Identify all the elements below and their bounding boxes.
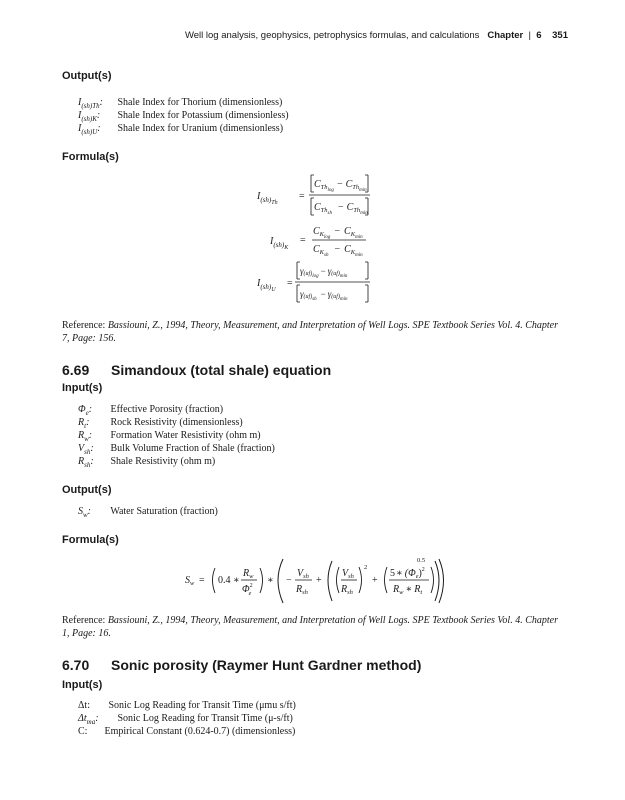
- svg-text:=: =: [299, 191, 305, 202]
- output-desc: Water Saturation (fraction): [110, 506, 218, 517]
- reference-label: Reference:: [62, 320, 106, 331]
- svg-text:Vsh: $V_{sh}$: [297, 568, 309, 580]
- chapter-number: 6: [536, 30, 542, 41]
- output-desc: Shale Index for Uranium (dimensionless): [117, 123, 284, 134]
- svg-text:5∗(Φe)2: 5∗ $(\Phi_e)^2$: [390, 567, 425, 580]
- svg-text:∗: ∗: [267, 575, 274, 586]
- svg-text:Φ2e: $\Phi^2$ e: [242, 583, 253, 597]
- simandoux-formula: [185, 556, 445, 611]
- output-item: $I_{(sh)Th}$: Shale Index for Thorium (dimensionless): [78, 97, 283, 110]
- section-number: 6.70: [62, 657, 90, 673]
- output-item: $I_{(sh)K}$: Shale Index for Potassium (dimensionless): [78, 110, 289, 123]
- svg-text:=: =: [300, 235, 306, 246]
- input-desc: Effective Porosity (fraction): [110, 404, 224, 415]
- reference-note: [62, 319, 562, 345]
- chapter-label: Chapter: [487, 30, 524, 41]
- section-number: 6.69: [62, 362, 90, 378]
- input-desc: Sonic Log Reading for Transit Time (μmu s/ft): [108, 700, 296, 711]
- svg-text:CKsh−CKmin: $C_{Ksh}- C_{Kmin}$: [313, 244, 363, 258]
- section-heading: [62, 362, 331, 378]
- svg-text:=: =: [199, 575, 205, 586]
- svg-text:Rw: $R_w$: [243, 568, 254, 580]
- section-title: Simandoux (total shale) equation: [111, 362, 332, 378]
- svg-text:Rw∗Rt: $R_w$ ∗ $R_t$: [393, 584, 423, 596]
- svg-text:I(sh)Th: $I_{(sh)Th}$: [257, 191, 278, 206]
- inputs-heading: Input(s): [62, 382, 103, 394]
- svg-text:Vsh: $V_{sh}$: [342, 568, 354, 580]
- reference-text: Bassiouni, Z., 1994, Theory, Measurement, and Interpretation of Well Logs. SPE Textbook Series Vol. 4. Chapter 7, Page: 156.: [62, 320, 558, 344]
- formulas-heading: Formula(s): [62, 151, 119, 163]
- input-item: $V_{sh}$: Bulk Volume Fraction of Shale (fraction): [78, 443, 275, 456]
- input-item: C: Empirical Constant (0.624-0.7) (dimensionless): [78, 726, 296, 737]
- input-desc: Shale Resistivity (ohm m): [110, 456, 216, 467]
- page-number: 351: [552, 30, 568, 41]
- input-item: Δt: Sonic Log Reading for Transit Time (μmu s/ft): [78, 700, 296, 711]
- input-item: $\Delta t_{ma}$: Sonic Log Reading for Transit Time (μ-s/ft): [78, 713, 293, 726]
- outputs-heading: Output(s): [62, 70, 112, 82]
- reference-text: Bassiouni, Z., 1994, Theory, Measurement, and Interpretation of Well Logs. SPE Textbook Series Vol. 4. Chapter 1, Page: 16.: [62, 615, 558, 639]
- svg-text:γ(uf)sh−γ(uf)min: $\gamma(uf)_{sh}- \gamma(uf)_{min}$: [300, 289, 348, 302]
- svg-text:+: +: [316, 575, 322, 586]
- svg-text:CThsh−CThmin: $C_{Thsh}- C_{Thmin}$: [314, 202, 368, 216]
- running-title: Well log analysis, geophysics, petrophysics formulas, and calculations: [184, 30, 480, 41]
- input-item: $R_w$: Formation Water Resistivity (ohm m): [78, 430, 261, 443]
- inputs-heading: Input(s): [62, 679, 103, 691]
- uranium-index-formula: [255, 257, 375, 310]
- chapter-separator: |: [528, 30, 531, 41]
- output-desc: Shale Index for Thorium (dimensionless): [117, 97, 283, 108]
- input-desc: Bulk Volume Fraction of Shale (fraction): [110, 443, 275, 454]
- svg-text:CThlog−CThmin: $C_{Thlog}- C_{Thmin}$: [314, 179, 367, 193]
- output-item: $I_{(sh)U}$: Shale Index for Uranium (dimensionless): [78, 123, 284, 136]
- running-head: [185, 30, 568, 41]
- section-title: Sonic porosity (Raymer Hunt Gardner method): [111, 657, 422, 673]
- input-item: $\Phi_e$: Effective Porosity (fraction): [78, 404, 224, 417]
- svg-text:CKlog−CKmin: $C_{Klog}- C_{Kmin}$: [313, 226, 363, 240]
- svg-text:+: +: [372, 575, 378, 586]
- input-desc: Formation Water Resistivity (ohm m): [110, 430, 261, 441]
- svg-text:γ(uf)log−γ(uf)min: $\gamma(uf)_{log}- \gamma(uf)_{min}$: [300, 266, 348, 279]
- input-desc: Sonic Log Reading for Transit Time (μ-s/ft): [117, 713, 293, 724]
- svg-text:−: −: [286, 575, 292, 586]
- input-desc: Empirical Constant (0.624-0.7) (dimensionless): [104, 726, 296, 737]
- formulas-heading: Formula(s): [62, 534, 119, 546]
- input-desc: Rock Resistivity (dimensionless): [110, 417, 243, 428]
- svg-text:2: 2: [364, 564, 368, 571]
- input-item: $R_t$: Rock Resistivity (dimensionless): [78, 417, 243, 430]
- svg-text:0.4: 0.4: [218, 575, 231, 586]
- svg-text:=: =: [287, 278, 293, 289]
- reference-note: [62, 614, 562, 640]
- reference-label: Reference:: [62, 615, 106, 626]
- output-desc: Shale Index for Potassium (dimensionless): [117, 110, 289, 121]
- svg-text:Sw: $S_w$: [185, 575, 195, 587]
- svg-text:I(sh)U: $I_{(sh)U}$: [257, 278, 276, 293]
- section-heading: [62, 657, 421, 673]
- input-item: $R_{sh}$: Shale Resistivity (ohm m): [78, 456, 216, 469]
- outputs-heading: Output(s): [62, 484, 112, 496]
- thorium-index-formula: [255, 170, 375, 223]
- svg-text:I(sh)K: $I_{(sh)K}$: [270, 236, 289, 251]
- svg-text:Rsh: $R_{sh}$: [341, 584, 353, 596]
- svg-text:Rsh: $R_{sh}$: [296, 584, 308, 596]
- svg-text:∗: ∗: [233, 575, 240, 586]
- output-item: $S_w$: Water Saturation (fraction): [78, 506, 218, 519]
- svg-text:0.5: 0.5: [417, 557, 426, 564]
